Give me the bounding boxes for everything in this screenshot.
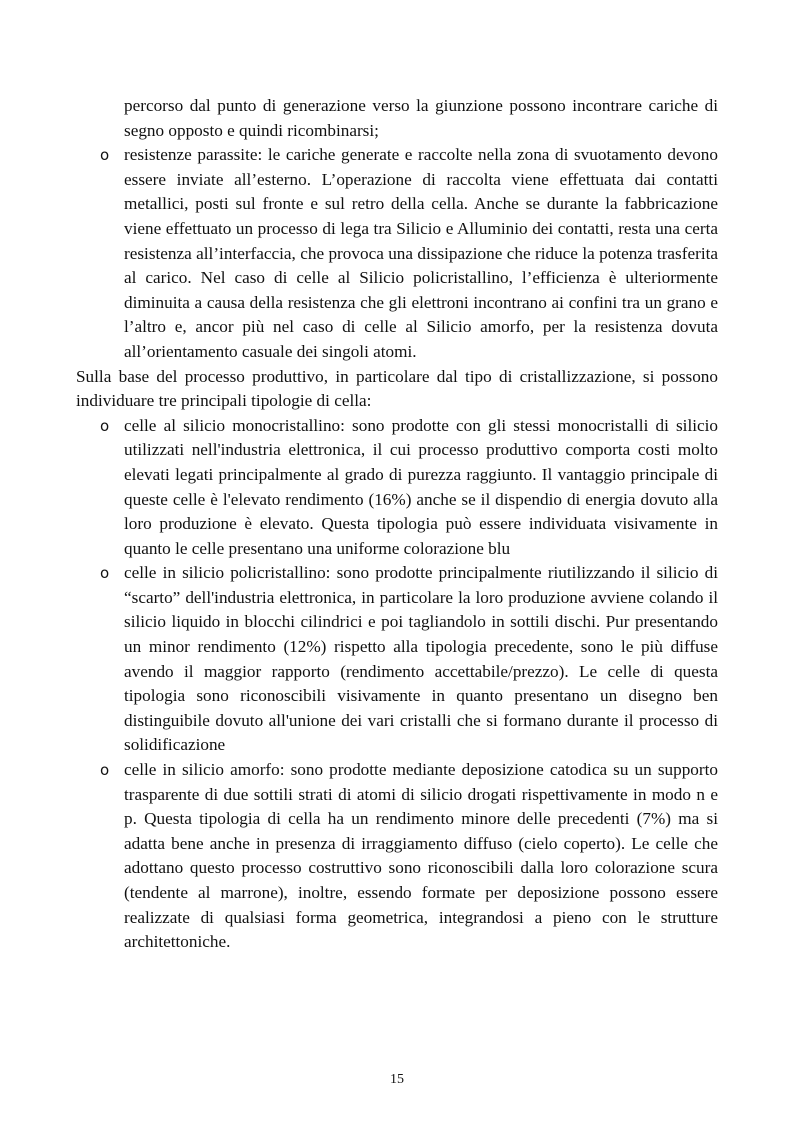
list-item-text: celle in silicio policristallino: sono prodotte principalmente riutilizzando il silicio di “scarto” dell'industria elettronica, in particolare la loro produzione avviene colando il silicio liquido in blocchi cilindrici e poi tagliandolo in sottili dischi. Pur presentando un minor rendimento (12%) rispetto alla tipologia precedente, sono le più diffuse avendo il maggior rapporto (rendimento accettabile/prezzo). Le celle di questa tipologia sono riconoscibili visivamente in quanto presentano un disegno ben distinguibile dovuto all'unione dei vari cristalli che si formano durante il processo di solidificazione bbox=[124, 563, 718, 755]
list-item-text: celle in silicio amorfo: sono prodotte mediante deposizione catodica su un supporto trasparente di due sottili strati di atomi di silicio drogati rispettivamente in modo n e p. Questa tipologia di cella ha un rendimento minore delle precedenti (7%) ma si adatta bene anche in presenza di irraggiamento diffuso (cielo coperto). Le celle che adottano questo processo costruttivo sono riconoscibili dalla loro colorazione scura (tendente al marrone), inoltre, essendo formate per deposizione possono essere realizzate di qualsiasi forma geometrica, integrandosi a pieno con le strutture architettoniche. bbox=[124, 760, 718, 952]
bullet-icon: o bbox=[100, 416, 110, 435]
list-item-monocristallino bbox=[76, 414, 718, 562]
continuation-text: percorso dal punto di generazione verso la giunzione possono incontrare cariche di segno opposto e quindi ricombinarsi; bbox=[124, 96, 718, 140]
bullet-icon: o bbox=[100, 761, 110, 780]
body-text bbox=[76, 94, 718, 955]
bullet-icon: o bbox=[100, 146, 110, 165]
list-item-amorfo bbox=[76, 758, 718, 955]
list-item-text: celle al silicio monocristallino: sono prodotte con gli stessi monocristalli di silicio utilizzati nell'industria elettronica, il cui processo produttivo comporta costi molto elevati legati principalmente al grado di purezza raggiunto. Il vantaggio principale di queste celle è l'elevato rendimento (16%) anche se il dispendio di energia dovuto alla loro produzione è elevato. Questa tipologia può essere individuata visivamente in quanto le celle presentano una uniforme colorazione blu bbox=[124, 415, 718, 558]
list-item-text: resistenze parassite: le cariche generate e raccolte nella zona di svuotamento devono essere inviate all’esterno. L’operazione di raccolta viene effettuata dai contatti metallici, posti sul fronte e sul retro della cella. Anche se durante la fabbricazione viene effettuato un processo di lega tra Silicio e Alluminio dei contatti, resta una certa resistenza all’interfaccia, che provoca una dissipazione che riduce la potenza trasferita al carico. Nel caso di celle al Silicio policristallino, l’efficienza è ulteriormente diminuita a causa della resistenza che gli elettroni incontrano ai confini tra un grano e l’altro e, ancor più nel caso di celle al Silicio amorfo, per la resistenza dovuta all’orientamento casuale dei singoli atomi. bbox=[124, 145, 718, 361]
intro-paragraph: Sulla base del processo produttivo, in particolare dal tipo di cristallizzazione, si possono individuare tre principali tipologie di cella: bbox=[76, 366, 718, 411]
list-item-resistenze-parassite bbox=[76, 143, 718, 364]
list-item-policristallino bbox=[76, 561, 718, 758]
bullet-icon: o bbox=[100, 564, 110, 583]
page-number: 15 bbox=[390, 1072, 404, 1087]
